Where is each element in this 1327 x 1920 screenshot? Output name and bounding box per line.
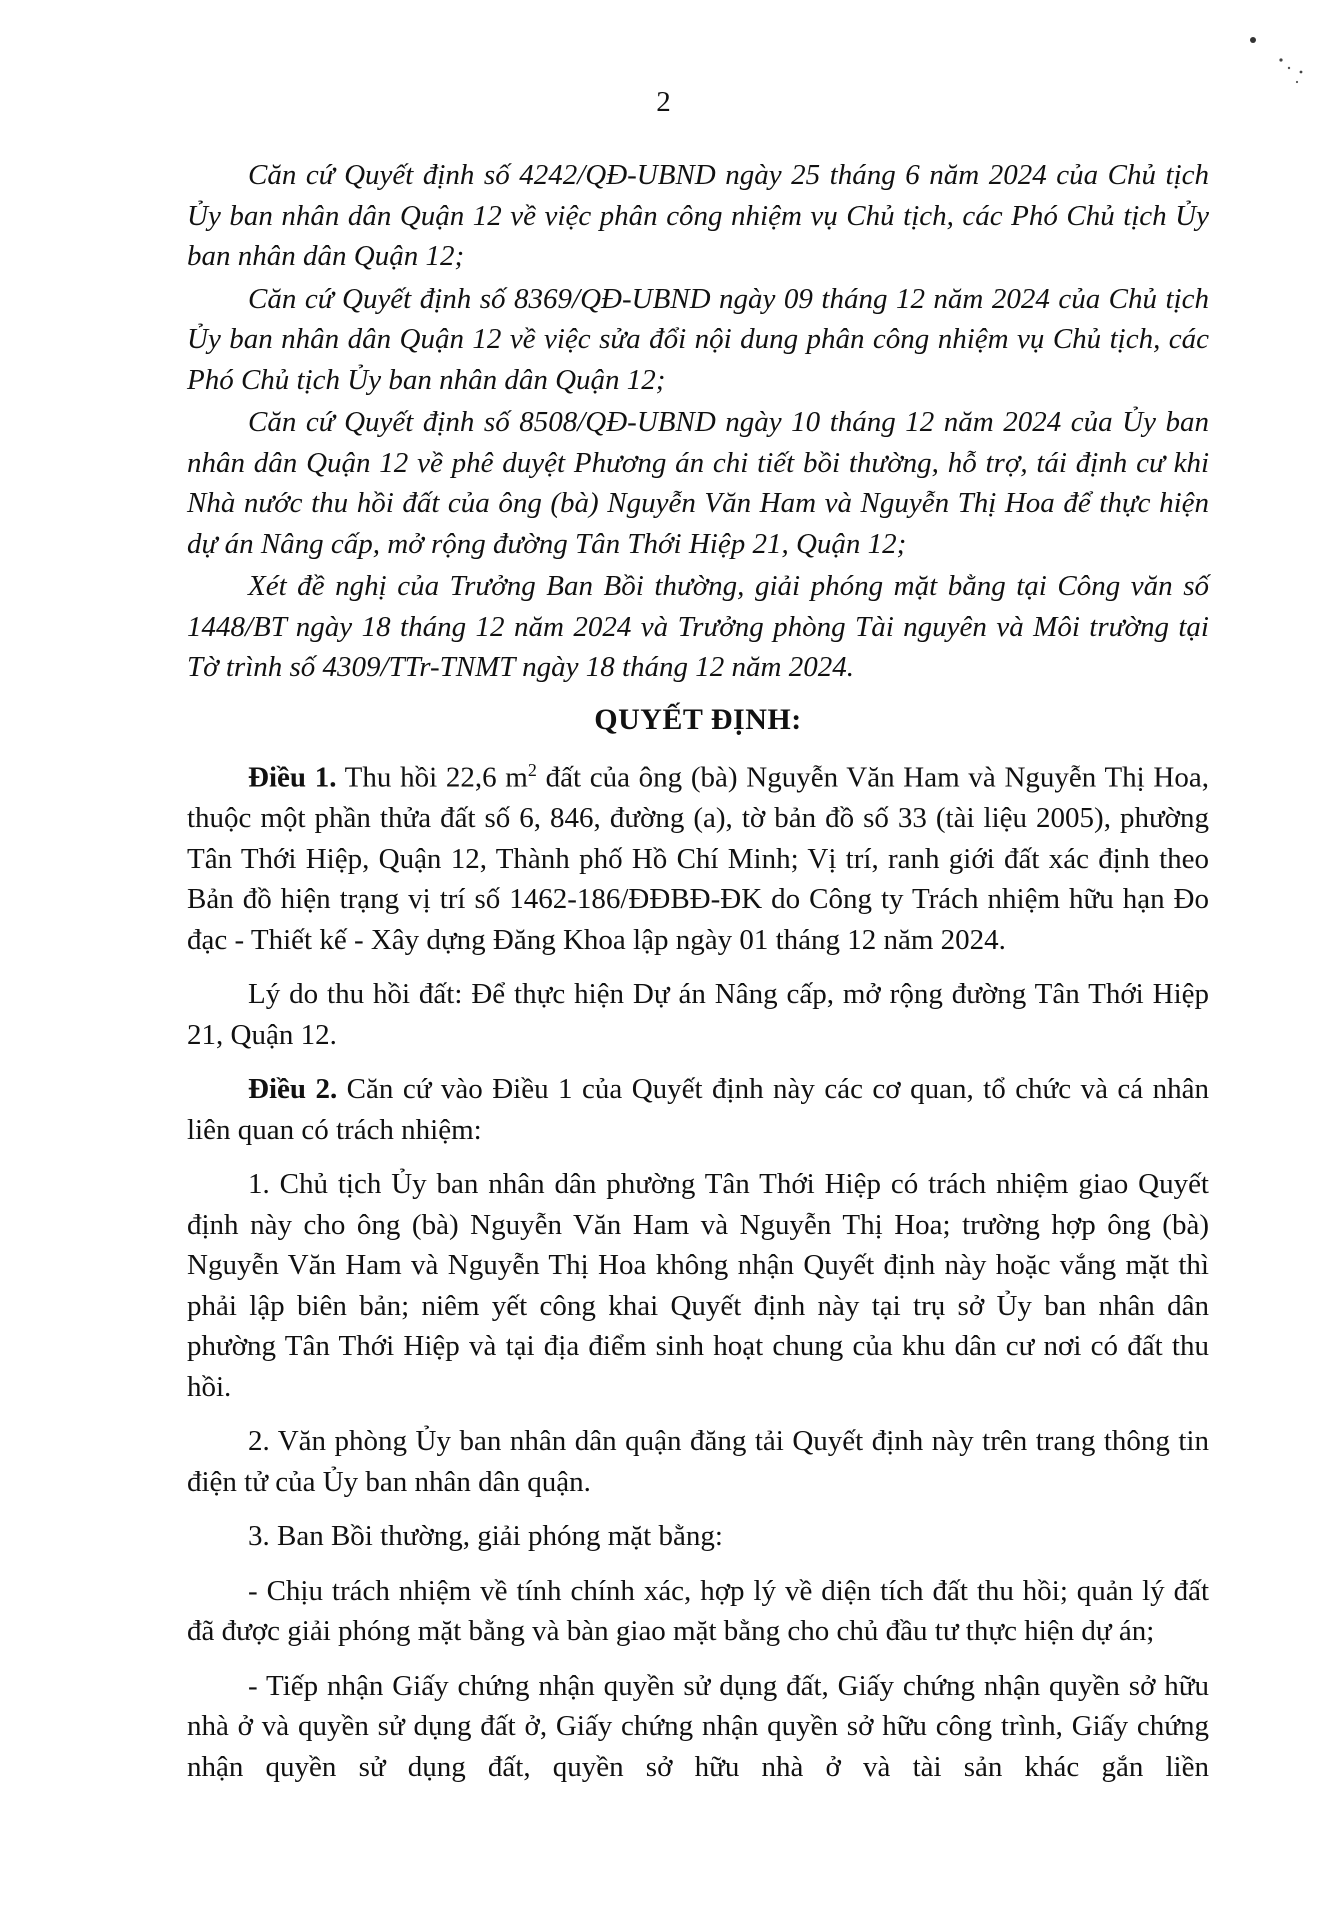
- document-body: [187, 155, 1209, 1787]
- article-1-text-a: Thu hồi 22,6 m: [336, 761, 528, 794]
- article-2-label: Điều 2.: [248, 1073, 338, 1106]
- article-2-intro: Căn cứ vào Điều 1 của Quyết định này các cơ quan, tổ chức và cá nhân liên quan có trách nhiệm:: [187, 1073, 1210, 1146]
- preamble-paragraph: Căn cứ Quyết định số 4242/QĐ-UBND ngày 25 tháng 6 năm 2024 của Chủ tịch Ủy ban nhân dân Quận 12 về việc phân công nhiệm vụ Chủ tịch, các Phó Chủ tịch Ủy ban nhân dân Quận 12;: [187, 159, 1209, 272]
- preamble-paragraph: Căn cứ Quyết định số 8369/QĐ-UBND ngày 09 tháng 12 năm 2024 của Chủ tịch Ủy ban nhân dân Quận 12 về việc sửa đổi nội dung phân công nhiệm vụ Chủ tịch, các Phó Chủ tịch Ủy ban nhân dân Quận 12;: [187, 282, 1209, 396]
- article-2-item: - Chịu trách nhiệm về tính chính xác, hợp lý về diện tích đất thu hồi; quản lý đất đã được giải phóng mặt bằng và bàn giao mặt bằng cho chủ đầu tư thực hiện dự án;: [187, 1574, 1209, 1648]
- article-2-paragraph: [187, 1069, 1209, 1150]
- article-2-item: 3. Ban Bồi thường, giải phóng mặt bằng:: [248, 1520, 723, 1553]
- article-1-reason: Lý do thu hồi đất: Để thực hiện Dự án Nâng cấp, mở rộng đường Tân Thới Hiệp 21, Quận 12.: [187, 978, 1209, 1051]
- area-unit-superscript: 2: [527, 760, 537, 780]
- decision-heading: QUYẾT ĐỊNH:: [594, 702, 802, 736]
- article-2-item: - Tiếp nhận Giấy chứng nhận quyền sử dụng đất, Giấy chứng nhận quyền sở hữu nhà ở và quyền sử dụng đất ở, Giấy chứng nhận quyền sở hữu công trình, Giấy chứng nhận quyền sử dụng đất, quyền sở hữu nhà ở và tài sản khác gắn liền: [187, 1669, 1209, 1783]
- article-1-paragraph: [187, 750, 1209, 960]
- article-1-label: Điều 1.: [248, 761, 337, 794]
- page-number: 2: [656, 86, 671, 118]
- article-1-text-b: đất của ông (bà) Nguyễn Văn Ham và Nguyễn Thị Hoa, thuộc một phần thửa đất số 6, 846, đường (a), tờ bản đồ số 33 (tài liệu 2005), phường Tân Thới Hiệp, Quận 12, Thành phố Hồ Chí Minh; Vị trí, ranh giới đất xác định theo Bản đồ hiện trạng vị trí số 1462-186/ĐĐBĐ-ĐK do Công ty Trách nhiệm hữu hạn Đo đạc - Thiết kế - Xây dựng Đăng Khoa lập ngày 01 tháng 12 năm 2024.: [187, 761, 1209, 956]
- article-2-item: 1. Chủ tịch Ủy ban nhân dân phường Tân Thới Hiệp có trách nhiệm giao Quyết định này cho ông (bà) Nguyễn Văn Ham và Nguyễn Thị Hoa; trường hợp ông (bà) Nguyễn Văn Ham và Nguyễn Thị Hoa không nhận Quyết định này hoặc vắng mặt thì phải lập biên bản; niêm yết công khai Quyết định này tại trụ sở Ủy ban nhân dân phường Tân Thới Hiệp và tại địa điểm sinh hoạt chung của khu dân cư nơi có đất thu hồi.: [187, 1168, 1209, 1403]
- preamble-paragraph: Xét đề nghị của Trưởng Ban Bồi thường, giải phóng mặt bằng tại Công văn số 1448/BT ngày 18 tháng 12 năm 2024 và Trưởng phòng Tài nguyên và Môi trường tại Tờ trình số 4309/TTr-TNMT ngày 18 tháng 12 năm 2024.: [187, 570, 1209, 683]
- article-2-item: 2. Văn phòng Ủy ban nhân dân quận đăng tải Quyết định này trên trang thông tin điện tử của Ủy ban nhân dân quận.: [187, 1425, 1209, 1498]
- preamble-paragraph: Căn cứ Quyết định số 8508/QĐ-UBND ngày 10 tháng 12 năm 2024 của Ủy ban nhân dân Quận 12 về phê duyệt Phương án chi tiết bồi thường, hỗ trợ, tái định cư khi Nhà nước thu hồi đất của ông (bà) Nguyễn Văn Ham và Nguyễn Thị Hoa để thực hiện dự án Nâng cấp, mở rộng đường Tân Thới Hiệp 21, Quận 12;: [187, 406, 1209, 560]
